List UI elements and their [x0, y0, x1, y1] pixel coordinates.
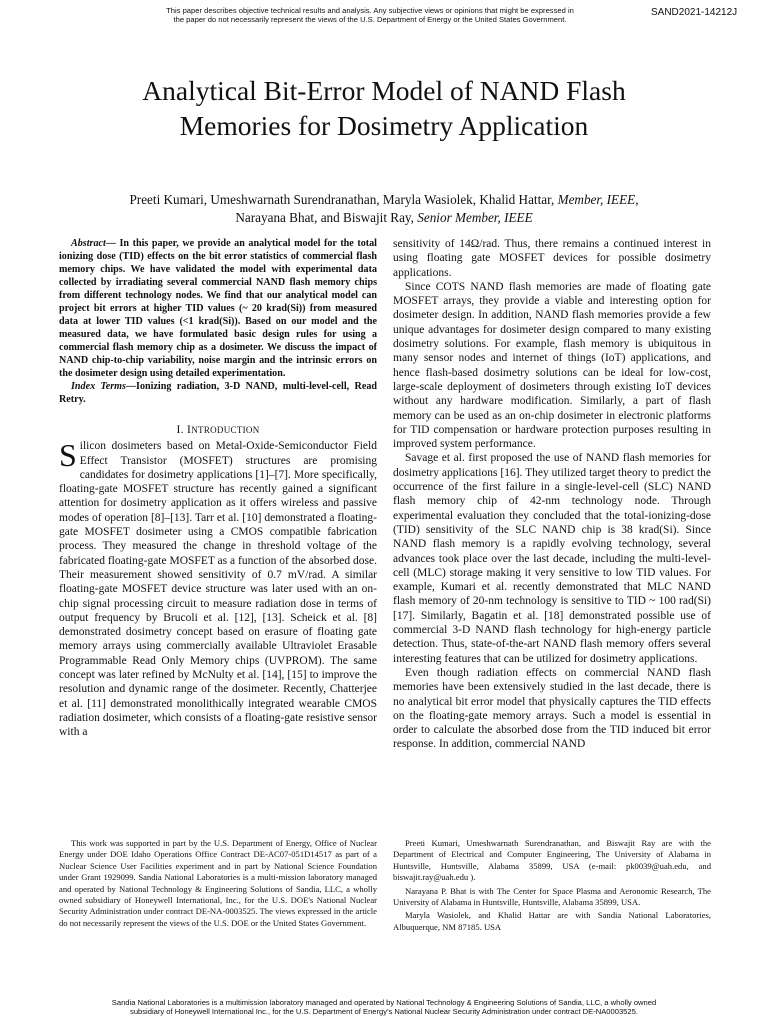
author-list [60, 191, 708, 227]
intro-paragraph-2: sensitivity of 14Ω/rad. Thus, there remains a continued interest in using floating gate MOSFET devices for possible dosimetry applications. [393, 238, 711, 279]
section-heading-introduction [59, 423, 377, 437]
paper-title [60, 73, 708, 143]
authors-line-1-names: Preeti Kumari, Umeshwarnath Surendranathan, Maryla Wasiolek, Khalid Hattar, [129, 192, 558, 207]
header-disclaimer [150, 6, 590, 24]
section-numeral: I. [176, 423, 184, 436]
intro-paragraph-3: Since COTS NAND flash memories are made of floating gate MOSFET arrays, they provide a viable and interesting option for dosimeter design. In addition, NAND flash memories provide a few unique advantages for dosimeter design compared to many existing dosimetry solutions. For example, flash memory is ubiquitous in many sensor nodes and internet of things (IoT) applications, and hence flash-based dosimetry solutions can be ideal for low-cost, large-scale deployment of dosimeters through existing IoT devices without any hardware modification. Similarly, a part of flash memory can be used as an on-chip dosimeter in electronic platforms for TID compensation or hardware protection purposes resulting in improved system performance. [393, 280, 711, 451]
drop-cap: S [59, 437, 77, 474]
bottom-note-line-1: Sandia National Laboratories is a multimission laboratory managed and operated by National Technology & Engineering Solutions of Sandia, LLC, a wholly owned [111, 998, 657, 1007]
footnote-affiliation-1: Preeti Kumari, Umeshwarnath Surendranathan, and Biswajit Ray are with the Department of Electrical and Computer Engineering, The University of Alabama in Huntsville, Huntsville, Alabama 35899, USA (e-mail: pk0039@uah.edu, and biswajit.ray@uah.edu ). [393, 838, 711, 883]
section-first-letter: I [187, 423, 192, 436]
section-rest: NTRODUCTION [191, 425, 260, 435]
intro-paragraph-1-text: ilicon dosimeters based on Metal-Oxide-Semiconductor Field Effect Transistor (MOSFET) structures are promising candidates for dosimetry applications [1]–[7]. More specifically, floating-gate MOSFET structure has recently gained a significant attention for dosimetry application as it offers wireless and passive modes of operation [8]–[13]. Tarr et al. [10] demonstrated a floating-gate MOSFET dosimeter using a CMOS compatible fabrication process. They measured the change in threshold voltage of the fabricated floating-gate MOSFET as a function of the absorbed dose. Their measurement showed sensitivity of 0.7 mV/rad. A similar floating-gate MOSFET device structure was later used with an on-chip signal processing circuit to measure radiation dose in terms of output frequency by Brucoli et al. [12], [13]. Scheick et al. [8] demonstrated dosimetry concept based on erasure of floating gate memory arrays using commercially available Ultraviolet Erasable Programmable Read Only Memory chips (UVPROM). The same concept was later refined by McNulty et al. [14], [15] to improve the resolution and dynamic range of the dosimeter. Recently, Chatterjee et al. [11] demonstrated monolithically integrated wearable CMOS radiation dosimeter, which consists of a floating-gate resistive sensor with a [59, 440, 377, 739]
authors-line-1 [60, 191, 708, 209]
index-terms-lead: Index Terms [71, 381, 126, 392]
footnote-affiliations [393, 838, 711, 935]
bottom-note [80, 998, 688, 1016]
intro-paragraph-5: Even though radiation effects on commercial NAND flash memories have been extensively studied in the last decade, there is no analytical bit error model that physically captures the TID effects on the floating-gate memory arrays. Such a model is essential in order to calculate the absorbed dose from the TID induced bit error response. In addition, commercial NAND [393, 666, 711, 751]
disclaimer-line-1: This paper describes objective technical results and analysis. Any subjective views or opinions that might be expressed in [166, 6, 574, 15]
footnote-funding-text: This work was supported in part by the U.S. Department of Energy, Office of Nuclear Energy under DOE Idaho Operations Office Contract DE-AC07-051D14517 as part of a Nuclear Science User Facilities experiment and in part by National Science Foundation under Grant 1929099. Sandia National Laboratories is a multi-mission laboratory managed and operated by National Technology & Engineering Solutions of Sandia, LLC, a wholly owned subsidiary of Honeywell International, Inc., for the U.S. DOE's National Nuclear Security Administration under contract DE-NA-0003525. The views expressed in the article do not necessarily represent the views of the U.S. DOE or the United States Government. [59, 838, 377, 928]
intro-paragraph-4: Savage et al. first proposed the use of NAND flash memories for dosimetry applications [16]. They utilized target theory to predict the occurrence of the first failure in a single-level-cell (SLC) NAND flash memory chip of 42-nm technology node. Through experimental evaluation they concluded that the total-ionizing-dose (TID) sensitivity of the SLC NAND chip is 38 krad(Si). Since NAND flash memory is a rapidly evolving technology, several advances took place over the last decade, including the multi-level-cell (MLC) storage making it very sensitive to low TID values. For example, Kumari et al. recently demonstrated that MLC NAND flash memory of 20-nm technology is sensitive to TID ~ 100 rad(Si) [17]. Similarly, Bagatin et al. [18] demonstrated possible use of commercial 3-D NAND flash technology for high-energy particle detection. Thus, state-of-the-art NAND flash memory offers several interesting features that can be utilized for dosimetry applications. [393, 452, 711, 665]
authors-line-2-names: Narayana Bhat, and Biswajit Ray, [235, 210, 418, 225]
title-line-1: Analytical Bit-Error Model of NAND Flash [142, 75, 626, 106]
index-terms [59, 380, 377, 406]
disclaimer-line-2: the paper do not necessarily represent the views of the U.S. Department of Energy or the United States Government. [173, 15, 567, 24]
authors-line-2 [60, 209, 708, 227]
authors-line-1-end: , [635, 192, 639, 207]
right-column [393, 237, 711, 752]
intro-paragraph-1 [59, 439, 377, 739]
index-terms-text: —Ionizing radiation, 3-D NAND, multi-level-cell, Read Retry. [59, 381, 377, 405]
footnote-funding [59, 838, 377, 931]
authors-line-2-role: Senior Member, IEEE [417, 210, 533, 225]
abstract-lead: Abstract [71, 238, 106, 249]
left-column [59, 237, 377, 740]
footnote-affiliation-2: Narayana P. Bhat is with The Center for Space Plasma and Aeronomic Research, The University of Alabama in Huntsville, Huntsville, Alabama 35899, USA. [393, 885, 711, 908]
abstract [59, 237, 377, 380]
authors-line-1-role: Member, IEEE [557, 192, 636, 207]
bottom-note-line-2: subsidiary of Honeywell International Inc., for the U.S. Department of Energy's National Nuclear Security Administration under contract DE-NA0003525. [130, 1007, 638, 1016]
report-number: SAND2021-14212J [651, 7, 738, 18]
footnote-affiliation-3: Maryla Wasiolek, and Khalid Hattar are with Sandia National Laboratories, Albuquerque, NM 87185. USA [393, 910, 711, 932]
abstract-text: — In this paper, we provide an analytical model for the total ionizing dose (TID) effects on the bit error statistics of commercial flash memory chips. We have validated the model with experimental data collected by irradiating several commercial NAND flash memory chips from different technology nodes. We find that our analytical model can project bit errors at higher TID values (~ 20 krad(Si)) from measured data at lower TID values (<1 krad(Si)). Based on our model and the measured data, we have formulated basic design rules for using a commercial flash memory chip as a dosimeter. We discuss the impact of NAND chip-to-chip variability, noise margin and the intrinsic errors on the dosimeter design using detailed experimentation. [59, 238, 377, 379]
title-line-2: Memories for Dosimetry Application [179, 110, 589, 141]
